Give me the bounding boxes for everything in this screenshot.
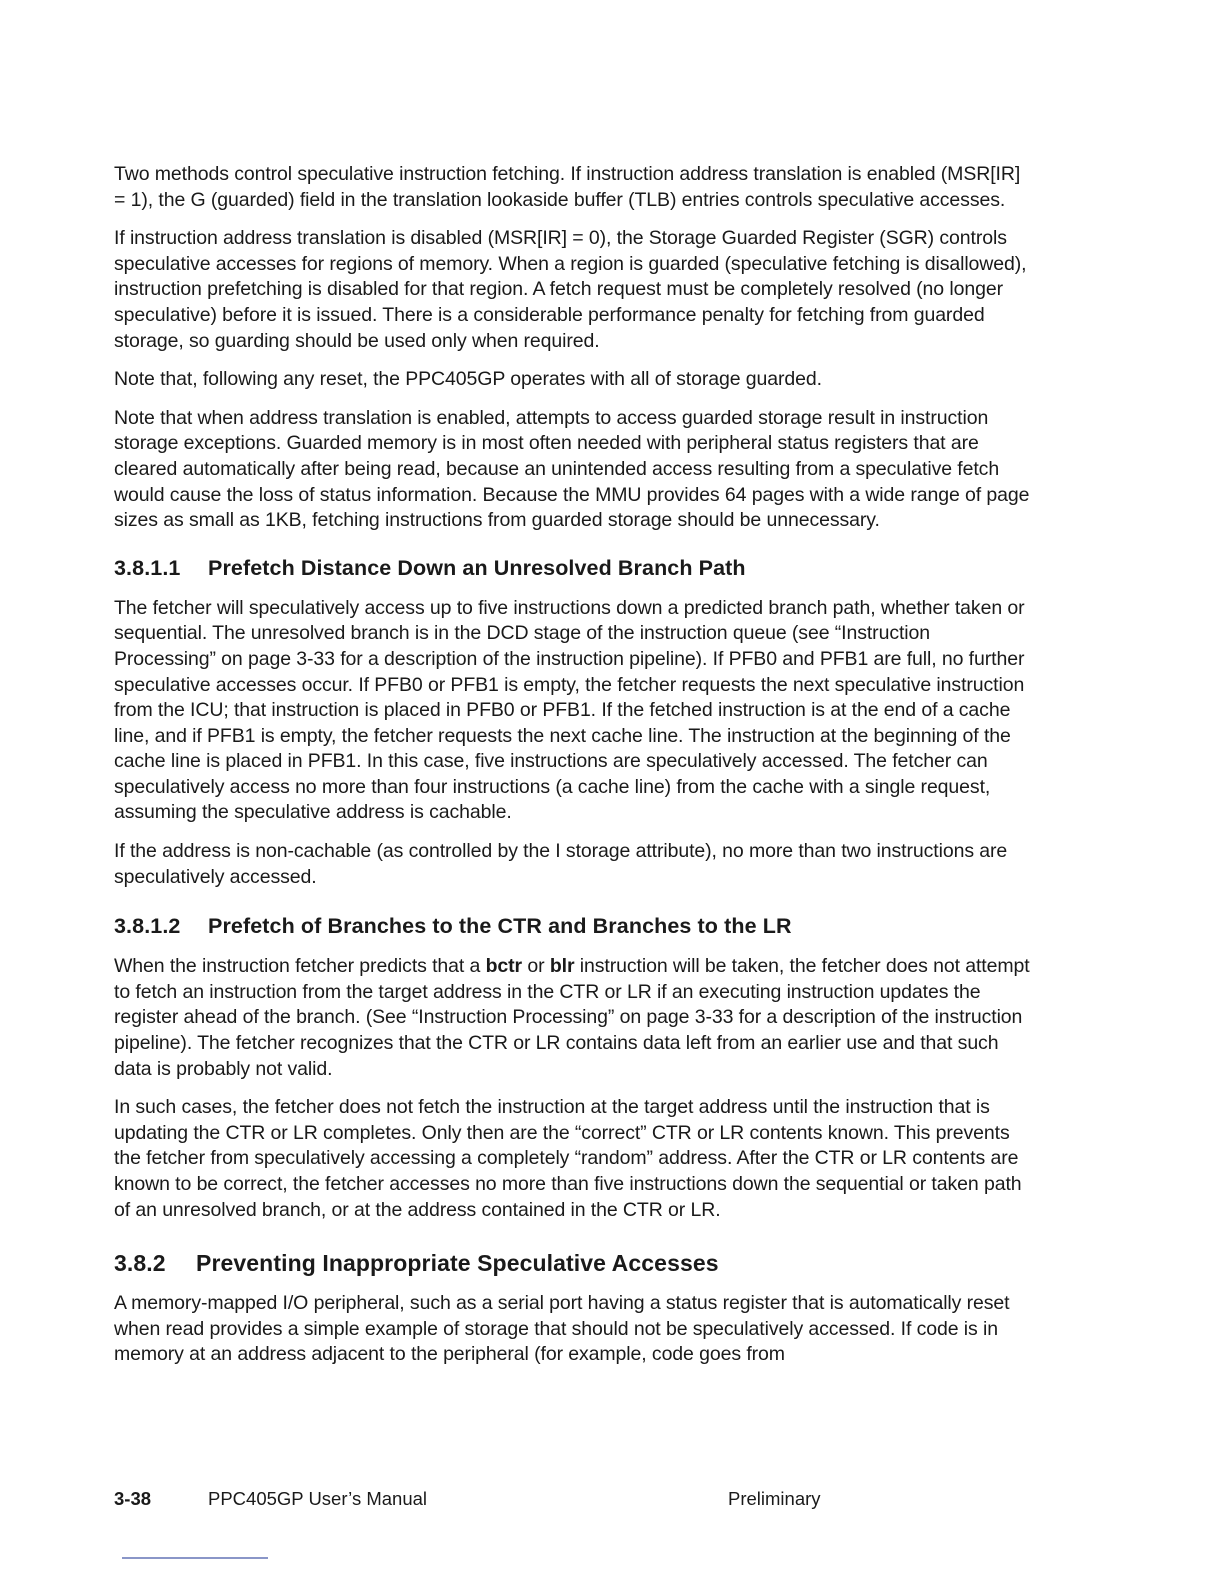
heading-prefetch-ctr-lr [114, 912, 1034, 940]
footer-manual-title: PPC405GP User’s Manual [208, 1488, 428, 1509]
paragraph-prefetch-distance: The fetcher will speculatively access up to five instructions down a predicted branch path, whether taken or sequential. The unresolved branch is in the DCD stage of the instruction queue (see “Instruction Processing” on page 3-33 for a description of the instruction pipeline). If PFB0 and PFB1 are full, no further speculative accesses occur. If PFB0 or PFB1 is empty, the fetcher requests the next speculative instruction from the ICU; that instruction is placed in PFB0 or PFB1. If the fetched instruction is at the end of a cache line, and if PFB1 is empty, the fetcher requests the next cache line. The instruction at the beginning of the cache line is placed in PFB1. In this case, five instructions are speculatively accessed. The fetcher can speculatively access no more than four instructions (a cache line) from the cache with a single request, assuming the speculative address is cachable. [114, 596, 1025, 824]
footer-page-number: 3-38 [114, 1488, 152, 1509]
paragraph-fetch-wait: In such cases, the fetcher does not fetch the instruction at the target address until the instruction that is updating the CTR or LR completes. Only then are the “correct” CTR or LR contents known. This prevents the fetcher from speculatively accessing a completely “random” address. After the CTR or LR contents are known to be correct, the fetcher accesses no more than five instructions down the sequential or taken path of an unresolved branch, or at the address contained in the CTR or LR. [114, 1096, 1022, 1221]
paragraph-non-cachable: If the address is non-cachable (as controlled by the I storage attribute), no more than two instructions are speculatively accessed. [114, 840, 1008, 888]
heading-number: 3.8.1.2 [114, 914, 181, 939]
footer-status: Preliminary [728, 1488, 821, 1509]
text-run: instruction will be taken, the fetcher does not attempt to fetch an instruction from the target address in the CTR or LR if an executing instruction updates the register ahead of the branch. (See “Instruction Processing” on page 3-33 for a description of the instruction pipeline). The fetcher recognizes that the CTR or LR contains data left from an earlier use and that such data is probably not valid. [114, 955, 1030, 1080]
heading-number: 3.8.1.1 [114, 555, 181, 580]
paragraph-memory-mapped-io: A memory-mapped I/O peripheral, such as a serial port having a status register that is automatically reset when read provides a simple example of storage that should not be speculatively accessed. If code is in memory at an address adjacent to the peripheral (for example, code goes from [114, 1292, 1010, 1366]
paragraph-speculative-methods: Two methods control speculative instruction fetching. If instruction address translation is enabled (MSR[IR] = 1), the G (guarded) field in the translation lookaside buffer (TLB) entries controls speculative accesses. [114, 163, 1021, 211]
paragraph-reset-note: Note that, following any reset, the PPC405GP operates with all of storage guarded. [114, 368, 822, 391]
text-run: When the instruction fetcher predicts that a [114, 955, 486, 978]
keyword-bctr: bctr [485, 955, 523, 978]
bottom-rule [122, 1557, 268, 1559]
heading-number: 3.8.2 [114, 1250, 166, 1277]
heading-prefetch-distance [114, 554, 1034, 582]
page-body [114, 162, 1034, 1381]
heading-preventing-accesses [114, 1249, 1034, 1277]
paragraph-translation-note: Note that when address translation is enabled, attempts to access guarded storage result in instruction storage exceptions. Guarded memory is in most often needed with peripheral status registers that are cleared automatically after being read, because an unintended access resulting from a speculative fetch would cause the loss of status information. Because the MMU provides 64 pages with a wide range of page sizes as small as 1KB, fetching instructions from guarded storage should be unnecessary. [114, 406, 1030, 532]
text-run: or [522, 955, 550, 978]
paragraph-bctr-blr [114, 954, 1034, 1082]
heading-title: Prefetch of Branches to the CTR and Branches to the LR [208, 914, 792, 939]
paragraph-sgr: If instruction address translation is disabled (MSR[IR] = 0), the Storage Guarded Register (SGR) controls speculative accesses for regions of memory. When a region is guarded (speculative fetching is disallowed), instruction prefetching is disabled for that region. A fetch request must be completely resolved (no longer speculative) before it is issued. There is a considerable performance penalty for fetching from guarded storage, so guarding should be used only when required. [114, 227, 1027, 352]
heading-title: Prefetch Distance Down an Unresolved Branch Path [208, 555, 746, 580]
keyword-blr: blr [549, 955, 575, 978]
heading-title: Preventing Inappropriate Speculative Accesses [196, 1250, 719, 1277]
